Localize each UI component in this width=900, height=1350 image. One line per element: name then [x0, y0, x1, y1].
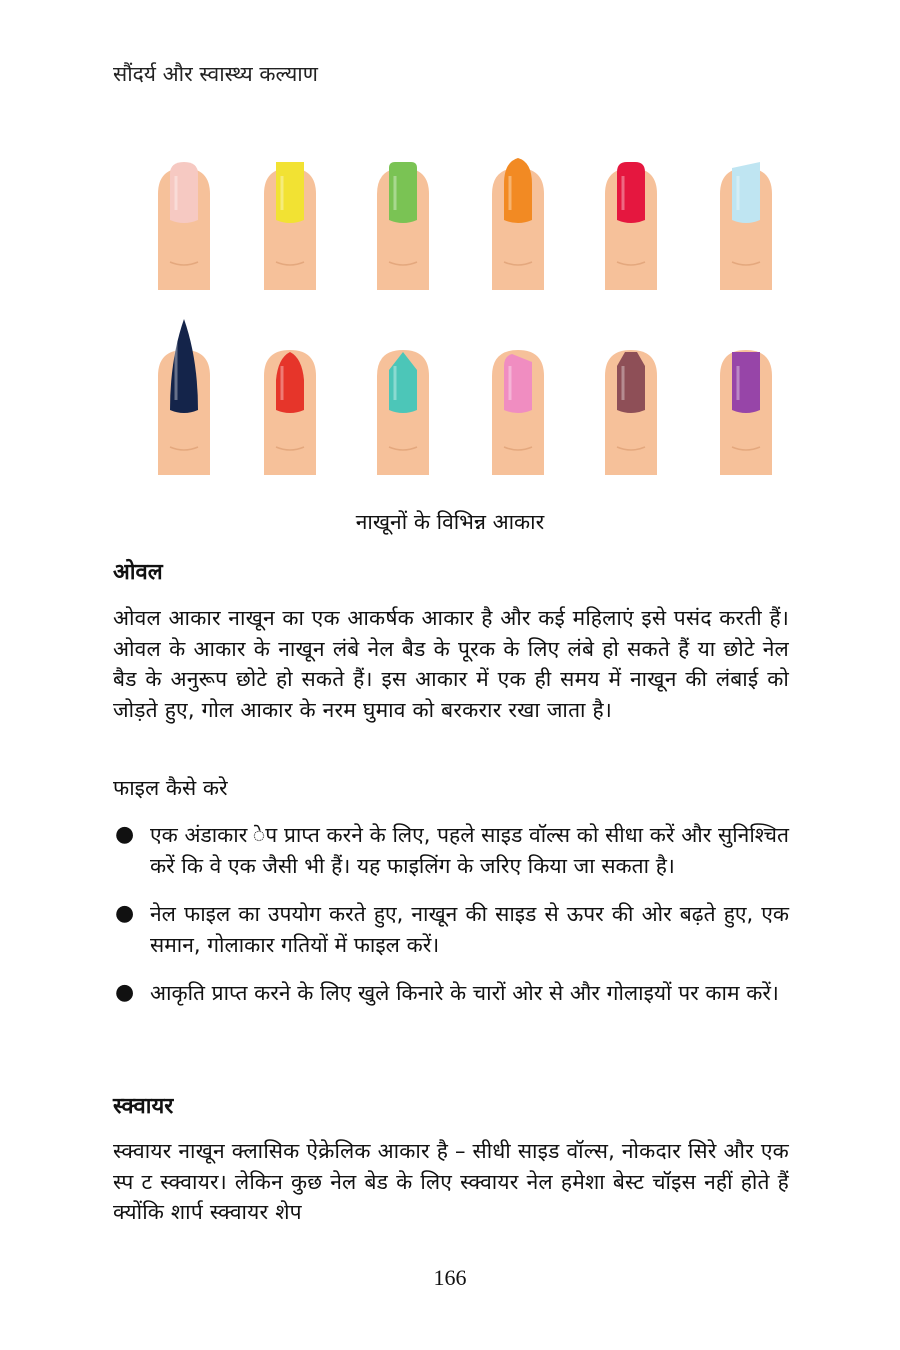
oval-paragraph: ओवल आकार नाखून का एक आकर्षक आकार है और कई महिलाएं इसे पसंद करती हैं। ओवल के आकार के नाखून लंबे नेल बैड के पूरक के लिए लंबे हो सकते हैं या छोटे नेल बैड के अनुरूप छोटे हो सकते हैं। इस आकार में एक ही समय में नाखून की लंबाई को जोड़ते हुए, गोल आकार के नरम घुमाव को बरकरार रखा जाता है।: [113, 606, 789, 722]
filing-steps-list: [113, 820, 789, 1027]
file-how-label: फाइल कैसे करे: [113, 776, 228, 800]
nail-polish: [732, 352, 760, 413]
nail-polish: [617, 352, 645, 413]
nail-almond: [264, 350, 316, 475]
nail-polish: [504, 354, 532, 413]
nail-polish: [617, 162, 645, 223]
nail-polish: [389, 162, 417, 223]
nail-polish: [504, 158, 532, 223]
square-paragraph: स्क्वायर नाखून क्लासिक ऐक्रेलिक आकार है – सीधी साइड वॉल्स, नोकदार सिरे और एक स्प ट स्क्वायर। लेकिन कुछ नेल बेड के लिए स्क्वायर नेल हमेशा बेस्ट चॉइस नहीं होते हैं क्योंकि शार्प स्क्वायर शेप: [113, 1139, 789, 1224]
nail-oval: [492, 158, 544, 290]
list-item: [113, 899, 789, 960]
nail-rounded-square: [605, 162, 657, 290]
list-item: [113, 978, 789, 1009]
page-number: 166: [433, 1265, 467, 1290]
nail-polish: [170, 162, 198, 223]
nail-ballerina: [605, 350, 657, 475]
bullet-text: नेल फाइल का उपयोग करते हुए, नाखून की साइड से ऊपर की ओर बढ़ते हुए, एक समान, गोलाकार गतियों में फाइल करें।: [150, 902, 789, 957]
nail-polish: [732, 162, 760, 223]
heading-oval: ओवल: [113, 560, 163, 585]
running-head: सौंदर्य और स्वास्थ्य कल्याण: [113, 62, 318, 86]
bullet-icon: ●: [115, 901, 135, 926]
nail-square: [264, 162, 316, 290]
nail-shapes-illustration: [140, 150, 780, 485]
bullet-text: एक अंडाकार ेप प्राप्त करने के लिए, पहले साइड वॉल्स को सीधा करें और सुनिश्चित करें कि वे एक जैसी भी हैं। यह फाइलिंग के जरिए किया जा सकता है।: [150, 823, 789, 878]
nail-shapes-figure: [140, 150, 780, 485]
nail-polish: [276, 162, 304, 223]
bullet-text: आकृति प्राप्त करने के लिए खुले किनारे के चारों ओर से और गोलाइयों पर काम करें।: [150, 981, 779, 1005]
nail-lipstick: [492, 350, 544, 475]
nail-squoval: [377, 162, 429, 290]
nail-edge: [377, 350, 429, 475]
list-item: [113, 820, 789, 881]
nail-round: [158, 162, 210, 290]
nail-straight-square: [720, 162, 772, 290]
nail-flat: [720, 350, 772, 475]
bullet-icon: ●: [115, 980, 135, 1005]
nail-polish: [170, 319, 198, 413]
figure-caption: नाखूनों के विभिन्न आकार: [355, 510, 545, 534]
nail-stiletto: [158, 319, 210, 475]
bullet-icon: ●: [115, 822, 135, 847]
heading-square: स्क्वायर: [113, 1094, 174, 1119]
